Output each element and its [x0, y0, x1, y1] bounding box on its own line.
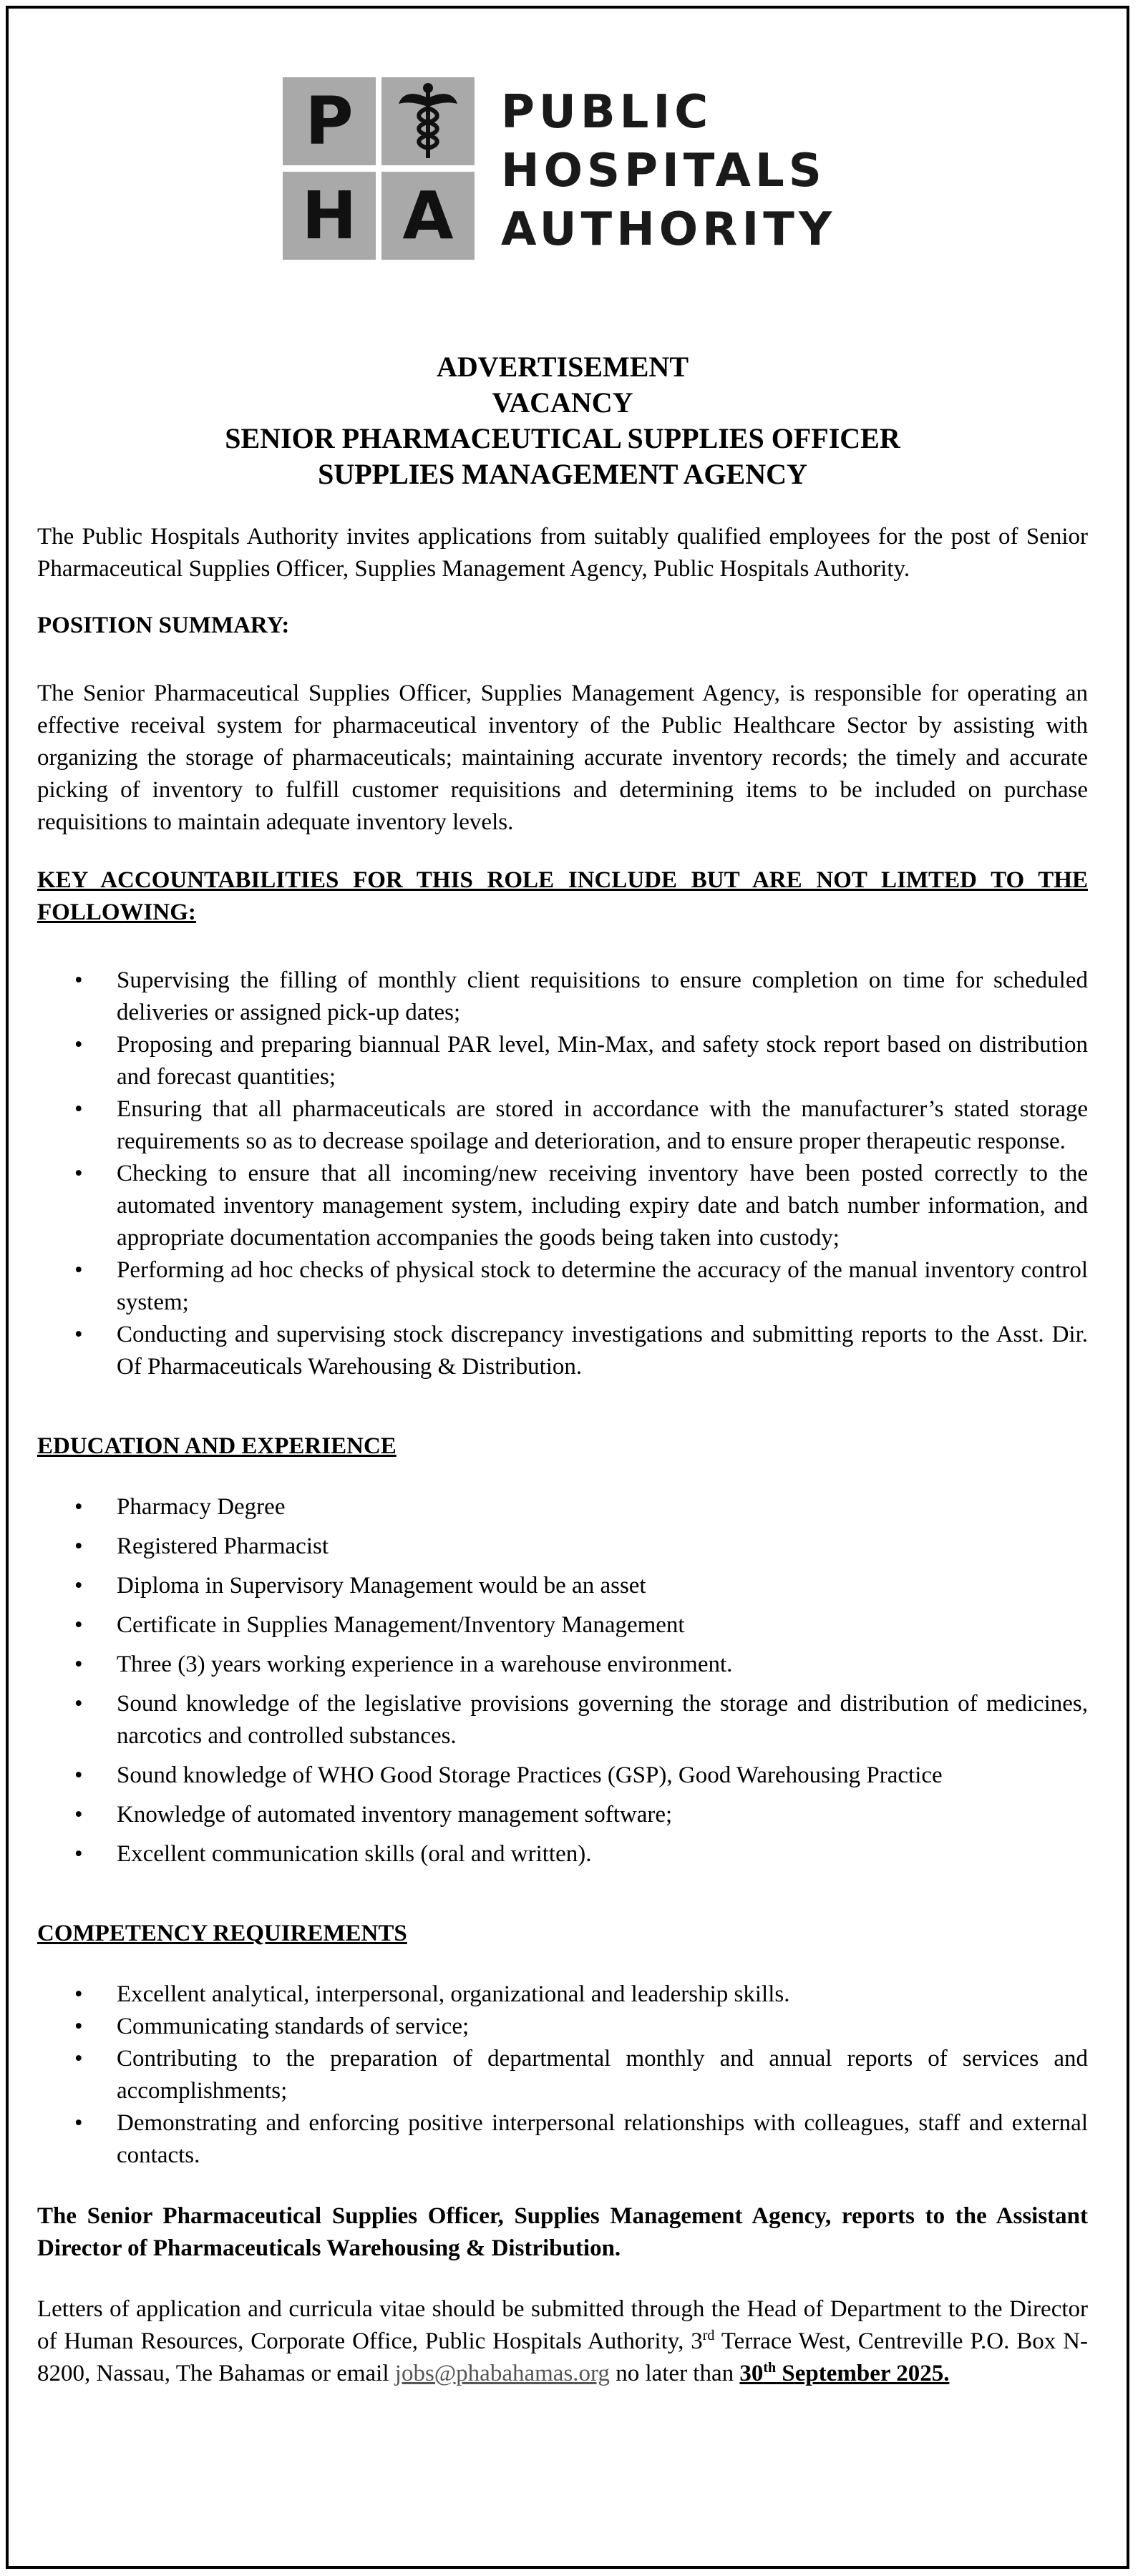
- logo-word-authority: AUTHORITY: [501, 203, 837, 256]
- logo-tile-p: P: [283, 77, 376, 165]
- logo-tile-a: A: [381, 172, 475, 260]
- logo-word-public: PUBLIC: [501, 86, 713, 139]
- position-summary-text: The Senior Pharmaceutical Supplies Officer, Supplies Management Agency, is responsible for operating an effective receival system for pharmaceutical inventory of the Public Healthcare Sector by assisting with organizing the storage of pharmaceuticals; maintaining accurate inventory records; the timely and accurate picking of inventory to fulfill customer requisitions and determining items to be included on purchase requisitions to maintain adequate inventory levels.: [37, 680, 1088, 835]
- list-item: • Diploma in Supervisory Management would be an asset: [37, 1570, 1088, 1602]
- advertisement-heading: [37, 349, 1088, 492]
- list-item: • Certificate in Supplies Management/Inventory Management: [37, 1609, 1088, 1641]
- heading-agency: SUPPLIES MANAGEMENT AGENCY: [318, 458, 807, 490]
- heading-vacancy: VACANCY: [492, 386, 633, 419]
- deadline-day: 30: [739, 2361, 764, 2386]
- deadline-month-year: September 2025.: [776, 2361, 950, 2386]
- caduceus-icon: [381, 77, 475, 165]
- email-link[interactable]: jobs@phabahamas.org: [394, 2361, 610, 2386]
- position-summary-title: POSITION SUMMARY:: [37, 613, 290, 638]
- ordinal-suffix: rd: [702, 2328, 715, 2343]
- deadline-ordinal: th: [763, 2360, 777, 2376]
- closing-paragraph: [37, 2293, 1088, 2390]
- list-item: • Communicating standards of service;: [37, 2011, 1088, 2043]
- heading-position: SENIOR PHARMACEUTICAL SUPPLIES OFFICER: [225, 422, 900, 454]
- reports-to-paragraph: The Senior Pharmaceutical Supplies Officer, Supplies Management Agency, reports to the Assistant Director of Pharmaceuticals Warehousing & Distribution.: [37, 2203, 1088, 2261]
- key-accountabilities-title: KEY ACCOUNTABILITIES FOR THIS ROLE INCLUDE BUT ARE NOT LIMTED TO THE FOLLOWING:: [37, 867, 1088, 925]
- advertisement-body: [37, 349, 1088, 2390]
- list-item: • Pharmacy Degree: [37, 1491, 1088, 1523]
- logo-tile-h: H: [283, 172, 376, 260]
- list-item: • Demonstrating and enforcing positive interpersonal relationships with colleagues, staff and external contacts.: [37, 2107, 1088, 2172]
- list-item: • Conducting and supervising stock discrepancy investigations and submitting reports to the Asst. Dir. Of Pharmaceuticals Warehousing & Distribution.: [37, 1319, 1088, 1383]
- caduceus-icon-svg: [396, 82, 460, 161]
- education-list: [37, 1491, 1088, 1870]
- list-item: • Excellent analytical, interpersonal, organizational and leadership skills.: [37, 1979, 1088, 2011]
- key-accountabilities-list: [37, 965, 1088, 1383]
- heading-advertisement: ADVERTISEMENT: [437, 351, 689, 383]
- list-item: • Performing ad hoc checks of physical stock to determine the accuracy of the manual inventory control system;: [37, 1254, 1088, 1319]
- list-item: • Supervising the filling of monthly client requisitions to ensure completion on time for scheduled deliveries or assigned pick-up dates;: [37, 965, 1088, 1029]
- list-item: • Ensuring that all pharmaceuticals are stored in accordance with the manufacturer’s stated storage requirements so as to decrease spoilage and deterioration, and to ensure proper therapeutic response.: [37, 1093, 1088, 1158]
- list-item: • Sound knowledge of the legislative provisions governing the storage and distribution of medicines, narcotics and controlled substances.: [37, 1688, 1088, 1752]
- list-item: • Sound knowledge of WHO Good Storage Practices (GSP), Good Warehousing Practice: [37, 1760, 1088, 1792]
- list-item: • Registered Pharmacist: [37, 1531, 1088, 1563]
- logo-tiles: [283, 77, 476, 262]
- logo-wordmark: [501, 83, 859, 259]
- list-item: • Checking to ensure that all incoming/new receiving inventory have been posted correctly to the automated inventory management system, including expiry date and batch number information, and appropriate documentation accompanies the goods being taken into custody;: [37, 1158, 1088, 1254]
- closing-text-1: Letters of application and curricula vitae should be submitted through the Head of Department to the Director of Human Resources, Corporate Office, Public Hospitals Authority, 3: [37, 2296, 1088, 2354]
- closing-text-2: Terrace West, Centreville P.O. Box N-8200, Nassau, The Bahamas or email: [37, 2328, 1088, 2386]
- competency-title: COMPETENCY REQUIREMENTS: [37, 1921, 407, 1946]
- list-item: • Knowledge of automated inventory management software;: [37, 1799, 1088, 1831]
- intro-paragraph: The Public Hospitals Authority invites applications from suitably qualified employees for the post of Senior Pharmaceutical Supplies Officer, Supplies Management Agency, Public Hospitals Authority.: [37, 524, 1088, 582]
- logo-word-hospitals: HOSPITALS: [501, 145, 826, 197]
- closing-text-3: no later than: [609, 2361, 740, 2386]
- list-item: • Three (3) years working experience in a warehouse environment.: [37, 1649, 1088, 1681]
- competency-list: [37, 1979, 1088, 2172]
- education-title: EDUCATION AND EXPERIENCE: [37, 1433, 397, 1459]
- list-item: • Contributing to the preparation of departmental monthly and annual reports of services and accomplishments;: [37, 2043, 1088, 2107]
- list-item: • Proposing and preparing biannual PAR level, Min-Max, and safety stock report based on distribution and forecast quantities;: [37, 1029, 1088, 1093]
- pha-logo: [283, 77, 855, 262]
- list-item: • Excellent communication skills (oral and written).: [37, 1838, 1088, 1870]
- deadline-date: [739, 2361, 949, 2386]
